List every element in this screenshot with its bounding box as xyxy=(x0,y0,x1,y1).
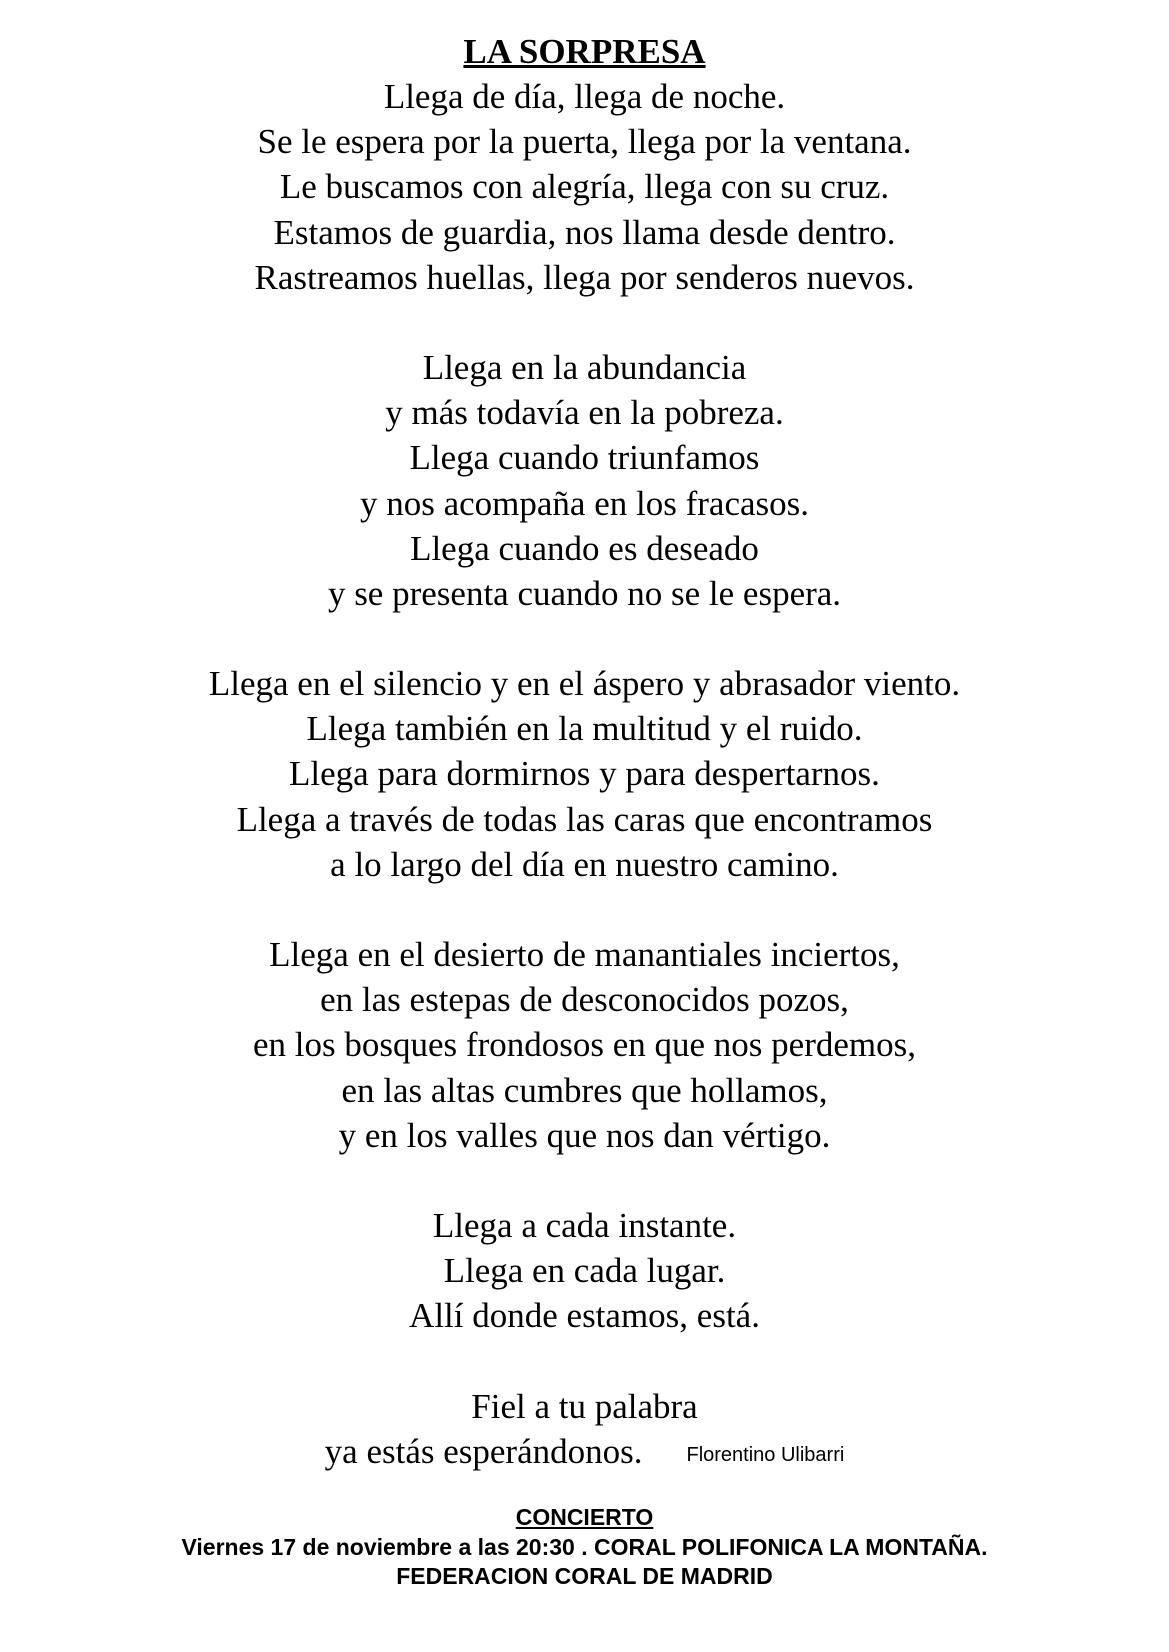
stanza-gap xyxy=(0,887,1169,932)
concert-heading: CONCIERTO xyxy=(515,1504,654,1530)
poem-line: Llega para dormirnos y para despertarnos. xyxy=(289,754,880,794)
poem-line: en los bosques frondosos en que nos perdemos, xyxy=(253,1025,916,1065)
concert-notice xyxy=(0,1503,1169,1592)
stanza-3 xyxy=(0,661,1169,887)
stanza-5 xyxy=(0,1203,1169,1339)
poem-line: Allí donde estamos, está. xyxy=(409,1296,760,1336)
poem-line: Llega también en la multitud y el ruido. xyxy=(306,709,863,749)
poem-line: Llega a través de todas las caras que encontramos xyxy=(236,799,933,839)
poem-line: y en los valles que nos dan vértigo. xyxy=(338,1115,831,1155)
stanza-2 xyxy=(0,345,1169,616)
poem-line: a lo largo del día en nuestro camino. xyxy=(330,844,839,884)
poem-line: Fiel a tu palabra xyxy=(471,1386,698,1426)
poem-line: Llega de día, llega de noche. xyxy=(383,77,786,116)
stanza-1 xyxy=(0,74,1169,300)
poem-line: Le buscamos con alegría, llega con su cruz. xyxy=(279,167,890,207)
poem-line: Estamos de guardia, nos llama desde dentro. xyxy=(273,212,896,252)
poem-line: Se le espera por la puerta, llega por la ventana. xyxy=(257,122,912,162)
stanza-gap xyxy=(0,616,1169,661)
poem-line: Llega en cada lugar. xyxy=(443,1251,726,1291)
concert-organizer: FEDERACION CORAL DE MADRID xyxy=(396,1563,773,1589)
stanza-6 xyxy=(0,1384,1169,1474)
poem-line: Llega en el desierto de manantiales inciertos, xyxy=(269,935,900,974)
poem-title: LA SORPRESA xyxy=(463,32,706,71)
poem-line: y más todavía en la pobreza. xyxy=(385,393,784,433)
poem-author: Florentino Ulibarri xyxy=(686,1443,845,1466)
poem-line: Llega en el silencio y en el áspero y abrasador viento. xyxy=(208,664,961,704)
poem-line: Llega cuando triunfamos xyxy=(409,438,760,478)
poem-line: y se presenta cuando no se le espera. xyxy=(327,573,842,613)
poem-line: Llega cuando es deseado xyxy=(410,528,759,568)
poem-line: Llega a cada instante. xyxy=(432,1205,737,1245)
poem-line: en las estepas de desconocidos pozos, xyxy=(320,980,849,1020)
stanza-gap xyxy=(0,1339,1169,1384)
poem-line-with-author xyxy=(0,1429,1169,1474)
poem xyxy=(0,30,1169,1474)
stanza-gap xyxy=(0,1158,1169,1203)
stanza-4 xyxy=(0,932,1169,1158)
concert-details: Viernes 17 de noviembre a las 20:30 . CORAL POLIFONICA LA MONTAÑA. xyxy=(181,1533,988,1560)
poem-line: Llega en la abundancia xyxy=(422,347,747,387)
stanza-gap xyxy=(0,300,1169,345)
poem-line: en las altas cumbres que hollamos, xyxy=(341,1070,828,1110)
poem-line: y nos acompaña en los fracasos. xyxy=(359,483,810,523)
poem-line: ya estás esperándonos. xyxy=(324,1431,643,1471)
poem-line: Rastreamos huellas, llega por senderos nuevos. xyxy=(254,257,915,297)
